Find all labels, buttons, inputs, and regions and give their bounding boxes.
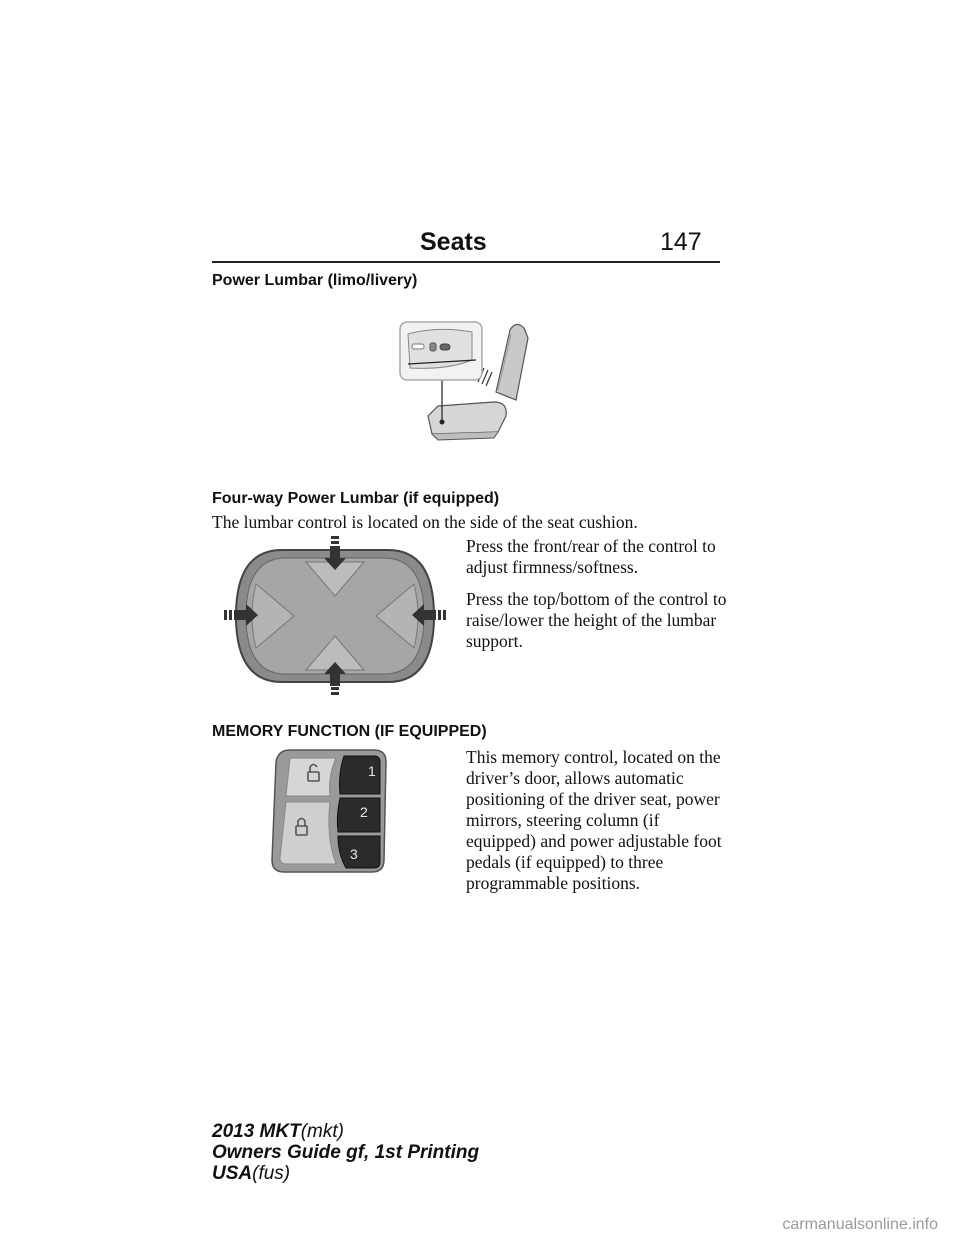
memory-button-3[interactable]: 3 — [350, 846, 358, 862]
section-heading-memory-function: MEMORY FUNCTION (IF EQUIPPED) — [212, 723, 487, 740]
page-header-title: Seats — [420, 228, 487, 256]
memory-function-description: This memory control, located on the driver’s door, allows automatic positioning of the driver seat, power mirrors, steering column (if equipped) and power adjustable foot pedals (if equipped) to three programmable positions. — [466, 747, 722, 893]
page-number: 147 — [660, 228, 702, 256]
seat-lumbar-illustration — [398, 320, 534, 442]
section-heading-power-lumbar: Power Lumbar (limo/livery) — [212, 272, 418, 289]
footer-guide: Owners Guide gf, 1st Printing — [212, 1142, 480, 1163]
lumbar-location-text: The lumbar control is located on the side of the seat cushion. — [212, 512, 638, 532]
header-rule — [212, 261, 720, 263]
four-way-lumbar-control-illustration — [222, 536, 448, 696]
document-footer — [212, 1121, 479, 1184]
four-way-lumbar-instructions — [466, 536, 728, 663]
footer-region: USA — [212, 1163, 253, 1184]
memory-button-1[interactable]: 1 — [368, 763, 376, 779]
section-heading-four-way-lumbar: Four-way Power Lumbar (if equipped) — [212, 490, 500, 507]
instruction-firmness: Press the front/rear of the control to adjust firmness/softness. — [466, 536, 716, 577]
footer-model: 2013 MKT — [212, 1121, 301, 1142]
instruction-height: Press the top/bottom of the control to raise/lower the height of the lumbar support. — [466, 589, 727, 651]
watermark: carmanualsonline.info — [782, 1216, 938, 1233]
footer-region-code: (fus) — [252, 1163, 291, 1184]
footer-model-code: (mkt) — [300, 1121, 344, 1142]
memory-button-2[interactable]: 2 — [360, 804, 368, 820]
